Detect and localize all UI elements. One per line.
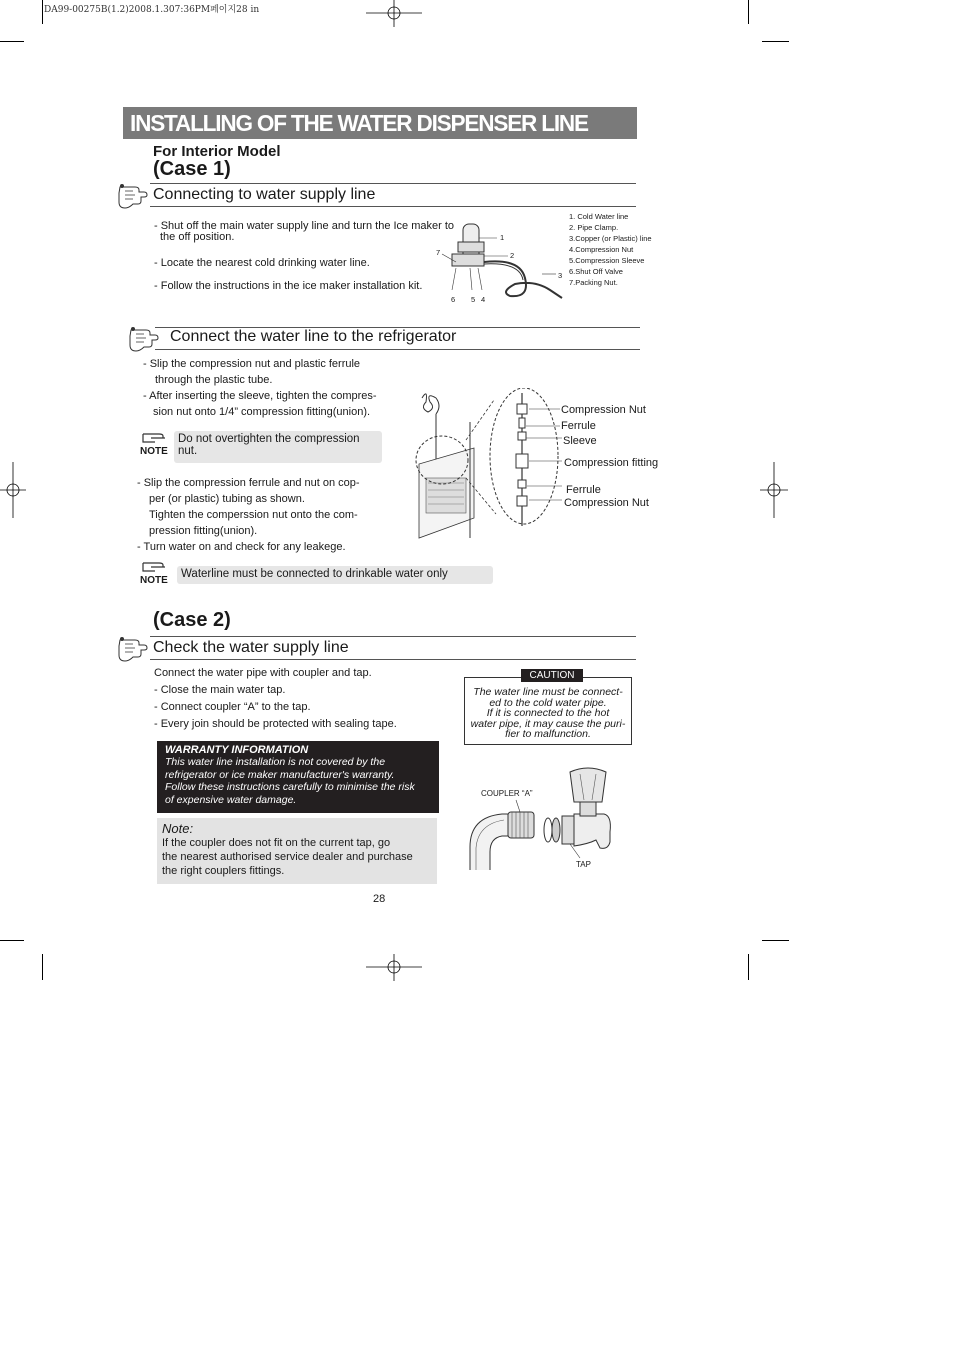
note-box (177, 566, 493, 584)
title-bar (123, 107, 637, 139)
caution-text (465, 687, 631, 740)
step-text: - Turn water on and check for any leakege. (137, 541, 346, 553)
step-text: through the plastic tube. (155, 374, 273, 386)
warranty-line: refrigerator or ice maker manufacturer's warranty. (165, 768, 395, 781)
callout-label: Compression Nut (561, 404, 646, 416)
caution-line: If it is connected to the hot (486, 707, 610, 719)
step-text: - Shut off the main water supply line and turn the Ice maker to (154, 220, 455, 232)
page-number: 28 (373, 893, 386, 905)
step-text: - Slip the compression nut and plastic ferrule (143, 358, 361, 370)
registration-mark-top (366, 0, 422, 28)
pointing-hand-icon (117, 634, 149, 664)
note-text: Waterline must be connected to drinkable water only (181, 568, 448, 580)
step-text: Connect the water pipe with coupler and tap. (154, 667, 372, 679)
caution-line: fier to malfunction. (505, 728, 591, 740)
section1-title: Connecting to water supply line (153, 186, 376, 203)
case2-section-title: Check the water supply line (153, 639, 349, 656)
step-text: - Every join should be protected with sealing tape. (154, 718, 397, 730)
diagram-number: 1 (500, 233, 505, 242)
page-title: INSTALLING OF THE WATER DISPENSER LINE (130, 110, 588, 136)
callout-label: Compression fitting (564, 457, 659, 469)
case2-steps (154, 665, 397, 733)
model-subtitle: For Interior Model (153, 143, 281, 160)
caution-label: CAUTION (521, 669, 583, 682)
coupler-label: COUPLER “A” (481, 789, 533, 798)
note-title: Note: (162, 821, 194, 836)
caution-line: ed to the cold water pipe. (489, 696, 607, 709)
case1-heading: (Case 1) (153, 158, 231, 180)
warranty-box (157, 741, 439, 813)
note-box (174, 431, 382, 463)
note-label: NOTE (140, 446, 168, 457)
callout-label: Ferrule (566, 484, 601, 496)
note-line: the nearest authorised service dealer and purchase (162, 851, 413, 863)
section2-steps-a (143, 356, 377, 420)
caution-line: water pipe, it may cause the puri- (470, 717, 626, 730)
step-text: sion nut onto 1/4” compression fitting(union). (153, 406, 371, 418)
case2-heading: (Case 2) (153, 609, 231, 631)
step-text: - Slip the compression ferrule and nut on cop- (137, 477, 360, 489)
step-text: - Connect coupler “A” to the tap. (154, 701, 311, 713)
diagram-number: 5 (471, 295, 476, 304)
note-label: NOTE (140, 575, 168, 586)
pointing-hand-icon (117, 181, 149, 211)
diagram-number: 7 (436, 248, 441, 257)
registration-mark-right (760, 462, 788, 518)
caution-line: The water line must be connect- (473, 686, 623, 698)
coupler-note-box (157, 818, 437, 884)
note-text: Do not overtighten the compression (178, 433, 360, 445)
legend-item: 3.Copper (or Plastic) line (569, 234, 652, 243)
note-line: If the coupler does not fit on the current tap, go (162, 837, 391, 849)
registration-mark-bottom (366, 954, 422, 982)
step-text: - Follow the instructions in the ice maker installation kit. (154, 280, 423, 292)
step-text: - Locate the nearest cold drinking water line. (154, 257, 370, 269)
legend-item: 6.Shut Off Valve (569, 267, 623, 276)
diagram-number: 6 (451, 295, 456, 304)
step-text: - Close the main water tap. (154, 684, 286, 696)
section2-steps-b (137, 475, 360, 555)
callout-label: Compression Nut (564, 497, 649, 509)
warranty-title: WARRANTY INFORMATION (165, 744, 309, 756)
legend-item: 1. Cold Water line (569, 212, 629, 221)
caution-box (464, 677, 632, 745)
warranty-line: Follow these instructions carefully to minimise the risk (165, 781, 415, 793)
warranty-line: This water line installation is not covered by the (165, 756, 386, 768)
tap-label: TAP (576, 860, 591, 869)
compression-fitting-diagram (414, 388, 564, 543)
callout-label: Sleeve (563, 435, 597, 447)
diagram-number: 3 (558, 271, 563, 280)
step-text: - After inserting the sleeve, tighten the compres- (143, 390, 377, 402)
legend-item: 7.Packing Nut. (569, 278, 618, 287)
step-text: per (or plastic) tubing as shown. (149, 493, 305, 505)
note-line: the right couplers fittings. (162, 865, 285, 877)
legend-item: 2. Pipe Clamp. (569, 223, 619, 232)
registration-mark-left (0, 462, 26, 518)
section2-title: Connect the water line to the refrigerator (170, 328, 457, 345)
callout-label: Ferrule (561, 420, 596, 432)
diagram-number: 2 (510, 251, 515, 260)
parts-legend (569, 211, 652, 288)
pointing-hand-icon (128, 324, 160, 354)
step-text: the off position. (160, 231, 235, 243)
step-text: pression fitting(union). (149, 525, 258, 537)
coupler-tap-diagram (462, 762, 622, 872)
legend-item: 4.Compression Nut (569, 245, 634, 254)
warranty-line: of expensive water damage. (165, 793, 297, 806)
print-header: DA99-00275B(1.2)2008.1.307:36PM페이지28 in (44, 5, 260, 15)
note-text: nut. (178, 445, 198, 457)
section1-steps (154, 221, 454, 292)
legend-item: 5.Compression Sleeve (569, 256, 645, 265)
step-text: Tighten the comperssion nut onto the com- (149, 509, 358, 521)
diagram-number: 4 (481, 295, 486, 304)
